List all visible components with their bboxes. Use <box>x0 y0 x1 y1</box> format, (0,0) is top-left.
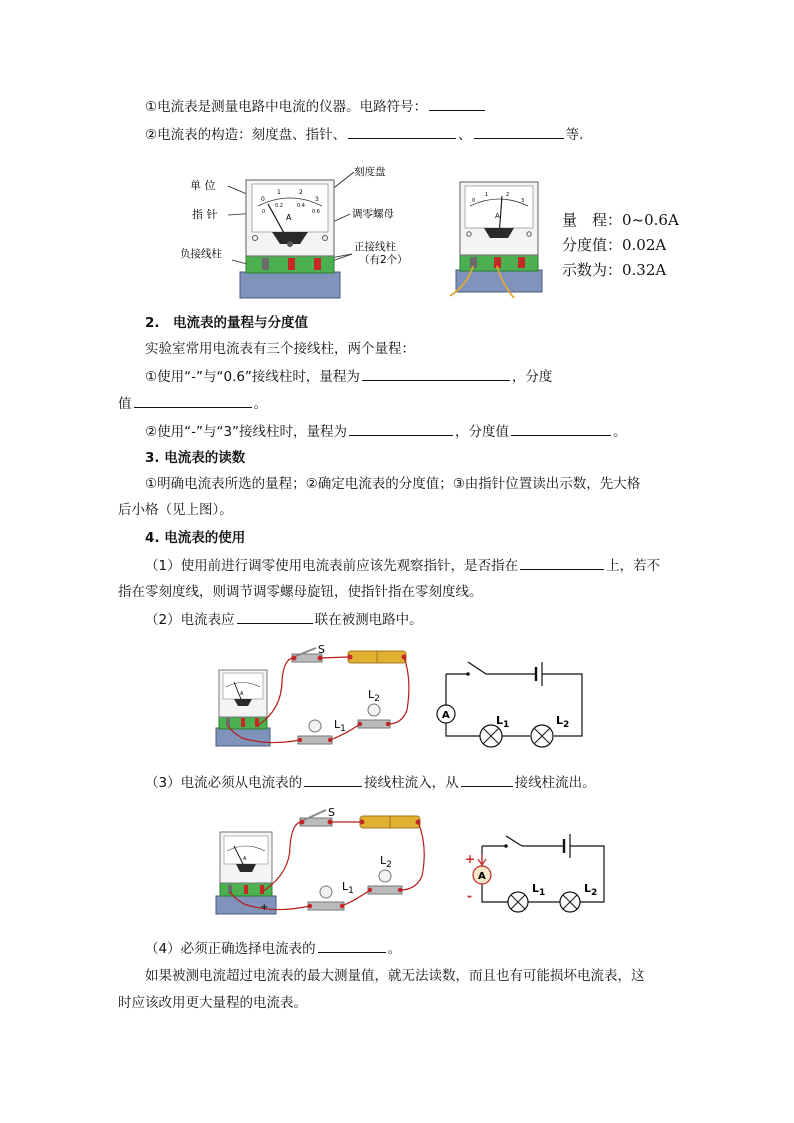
lamp-2-drawing <box>358 704 390 728</box>
schematic-1-l2: $L_2$ <box>556 714 570 730</box>
label-pos-terminal: 正接线柱 <box>354 241 396 253</box>
p1-text-a: （1）使用前进行调零使用电流表前应该先观察指针，是否指在 <box>145 558 519 574</box>
blank-range-3[interactable] <box>349 421 453 436</box>
item-2-text-a: ②使用“-”与“3”接线柱时，量程为 <box>145 424 348 440</box>
item-1-text-a: ①使用“-”与“0.6”接线柱时，量程为 <box>145 369 360 385</box>
schematic-1-l1: $L_1$ <box>496 714 510 730</box>
p3-text-b: 接线柱流入，从 <box>364 775 459 791</box>
label-pos-terminal-note: （有2个） <box>359 254 408 266</box>
section-2-heading: 2. 电流表的量程与分度值 <box>145 315 309 331</box>
blank-out-terminal[interactable] <box>461 772 513 787</box>
switch-label-1: S <box>318 643 325 656</box>
intro-line-1 <box>145 96 487 117</box>
blank-series[interactable] <box>237 609 313 624</box>
reading-scale-top-3: 3 <box>521 198 525 204</box>
label-unit: 单 位 <box>190 179 216 192</box>
spec-division: 分度值：0.02A <box>562 236 667 254</box>
section-4-p2 <box>145 609 423 630</box>
section-4-p4 <box>145 938 401 959</box>
blank-range-select[interactable] <box>318 938 386 953</box>
section-2-item-1-cont <box>118 393 267 414</box>
terminal-neg-icon <box>262 258 269 270</box>
item-2-text-c: 。 <box>613 424 627 440</box>
scale-bottom-0: 0 <box>262 209 266 215</box>
figure-labeled-ammeter <box>176 160 426 302</box>
scale-bottom-1: 0.2 <box>275 203 283 209</box>
scale-bottom-3: 0.6 <box>312 209 320 215</box>
p4-text-b: 。 <box>387 941 402 957</box>
lamp-4-drawing <box>368 870 402 894</box>
circuit1-meter-letter: A <box>240 691 244 697</box>
lamp-1-label-photo: $L_1$ <box>334 718 346 734</box>
blank-circuit-symbol[interactable] <box>429 96 485 111</box>
item-2-text-b: ，分度值 <box>455 424 510 440</box>
p1-text-b: 上，若不 <box>606 558 661 574</box>
item-1-text-d: 。 <box>253 396 267 412</box>
section-3-text-2: 后小格（见上图）。 <box>118 502 233 518</box>
section-2-intro: 实验室常用电流表有三个接线柱，两个量程： <box>145 341 415 357</box>
reading-scale-top-2: 2 <box>506 192 510 198</box>
battery-drawing-1 <box>348 651 407 663</box>
scale-bottom-2: 0.4 <box>297 203 305 209</box>
blank-in-terminal[interactable] <box>304 772 362 787</box>
schematic-2-l1: $L_1$ <box>532 882 546 898</box>
lamp-symbol-4 <box>560 892 580 912</box>
item-1-text-b: ，分度 <box>511 369 553 385</box>
item-1-text-c: 值 <box>118 396 132 412</box>
label-neg-terminal: 负接线柱 <box>180 248 222 260</box>
blank-structure-1[interactable] <box>348 124 456 139</box>
figure-circuit-photo-2 <box>212 806 434 918</box>
label-zero-knob: 调零螺母 <box>352 208 394 220</box>
zero-adjust-knob-icon <box>287 241 293 247</box>
reading-scale-top-1: 1 <box>485 192 489 198</box>
section-4-p5: 如果被测电流超过电流表的最大测量值，就无法读数，而且也有可能损坏电流表，这 <box>145 968 645 984</box>
lamp-symbol-1 <box>480 725 502 747</box>
label-pointer: 指 针 <box>192 208 218 221</box>
p2-text-b: 联在被测电路中。 <box>314 612 423 628</box>
terminal-3-icon <box>314 258 321 270</box>
scale-top-0: 0 <box>261 196 265 203</box>
section-3-heading: 3. 电流表的读数 <box>145 450 246 466</box>
schematic-plus-mark: + <box>465 852 476 866</box>
blank-division-3[interactable] <box>511 421 611 436</box>
section-4-p3 <box>145 772 596 793</box>
meter-specs <box>562 208 679 283</box>
figure-reading-ammeter <box>444 176 554 300</box>
meter-letter: A <box>286 213 292 222</box>
schematic-2-l2: $L_2$ <box>584 882 598 898</box>
lamp-2-label-photo: $L_2$ <box>368 688 380 704</box>
spec-reading: 示数为：0.32A <box>562 261 667 279</box>
p4-text-a: （4）必须正确选择电流表的 <box>145 941 316 957</box>
intro-line-1-text: ①电流表是测量电路中电流的仪器。电路符号： <box>145 99 428 115</box>
schematic-2-ammeter-letter: A <box>478 871 486 882</box>
blank-structure-2[interactable] <box>474 124 564 139</box>
lamp-symbol-3 <box>508 892 528 912</box>
blank-range-06[interactable] <box>362 366 510 381</box>
blank-division-06[interactable] <box>134 393 252 408</box>
figure-schematic-2 <box>462 826 610 918</box>
section-4-p1-cont: 指在零刻度线，则调节调零螺母旋钮，使指针指在零刻度线。 <box>118 584 483 600</box>
figure-circuit-photo-1 <box>212 640 422 752</box>
reading-meter-letter: A <box>495 212 500 220</box>
scale-top-3: 3 <box>315 196 319 203</box>
section-4-p6: 时应该改用更大量程的电流表。 <box>118 995 307 1011</box>
blank-zero-line[interactable] <box>520 555 604 570</box>
p3-text-a: （3）电流必须从电流表的 <box>145 775 303 791</box>
p3-text-c: 接线柱流出。 <box>514 775 596 791</box>
intro-line-2 <box>145 124 583 145</box>
photo-plus-mark: + <box>260 902 269 913</box>
lamp-4-label-photo: $L_2$ <box>380 854 392 870</box>
label-dial: 刻度盘 <box>354 166 386 178</box>
ammeter-drawing-2 <box>216 670 270 746</box>
section-3-text-1: ①明确电流表所选的量程；②确定电流表的分度值；③由指针位置读出示数，先大格 <box>145 476 641 492</box>
current-arrow-icon <box>478 854 486 865</box>
p2-text-a: （2）电流表应 <box>145 612 235 628</box>
ammeter-drawing <box>240 180 340 298</box>
reading-scale-top-0: 0 <box>472 198 476 204</box>
section-4-p1 <box>145 555 660 576</box>
lamp-3-label-photo: $L_1$ <box>342 880 354 896</box>
spec-range: 量 程：0~0.6A <box>562 211 679 229</box>
switch-label-2: S <box>328 806 335 819</box>
section-2-item-1 <box>145 366 552 387</box>
lamp-symbol-2 <box>531 725 553 747</box>
scale-top-1: 1 <box>277 189 281 196</box>
intro-line-2-text: ②电流表的构造：刻度盘、指针、 <box>145 127 347 143</box>
section-4-heading: 4. 电流表的使用 <box>145 530 246 546</box>
intro-line-2-sep: 、 <box>458 127 472 143</box>
intro-line-2-end: 等. <box>565 127 584 143</box>
figure-schematic-1 <box>432 650 592 746</box>
lamp-3-drawing <box>308 886 344 910</box>
battery-drawing-2 <box>360 816 421 828</box>
schematic-minus-mark: - <box>467 889 472 903</box>
lamp-1-drawing <box>298 720 332 744</box>
scale-top-2: 2 <box>299 189 303 196</box>
schematic-1-ammeter-letter: A <box>442 710 450 721</box>
terminal-06-icon <box>288 258 295 270</box>
circuit2-meter-letter: A <box>243 856 247 862</box>
section-2-item-2 <box>145 421 627 442</box>
